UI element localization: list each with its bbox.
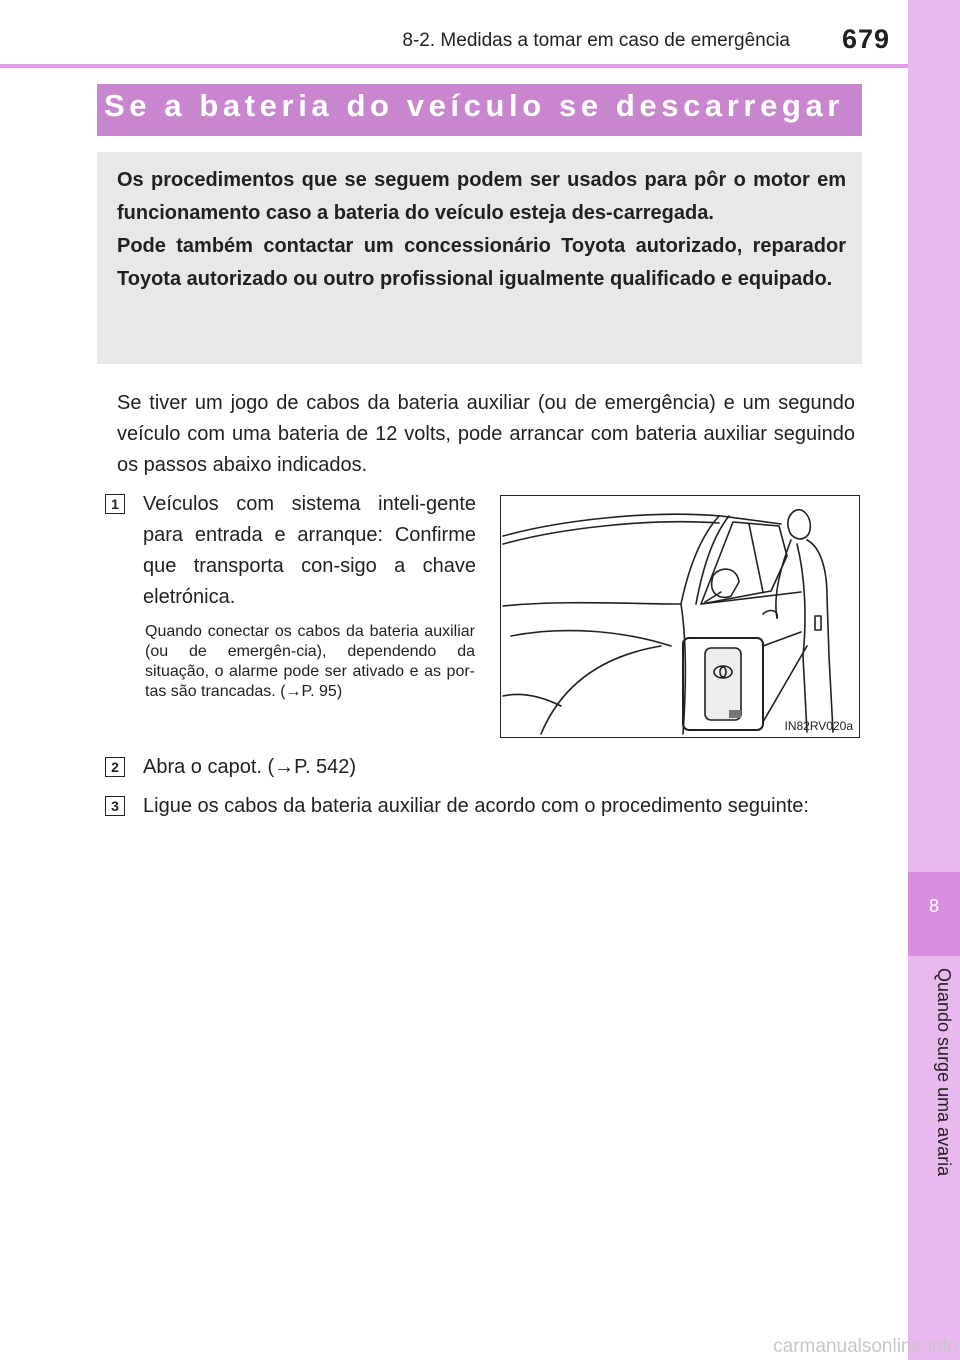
step-1-note: Quando conectar os cabos da bateria auxiliar (ou de emergên-cia), dependendo da situação, o alarme pode ser ativado e as por-tas são trancadas. (→P. 95) [145, 623, 475, 700]
figure-code: IN82RV020a [784, 719, 853, 733]
chapter-number: 8 [928, 896, 939, 916]
watermark: carmanualsonline.info [773, 1336, 958, 1357]
step-3-text: Ligue os cabos da bateria auxiliar de acordo com o procedimento seguinte: [143, 795, 809, 817]
intro-paragraph-1: Os procedimentos que se seguem podem ser usados para pôr o motor em funcionamento caso a bateria do veículo esteja des-carregada. [117, 169, 846, 224]
header-divider [0, 64, 908, 68]
intro-paragraph-2: Pode também contactar um concessionário Toyota autorizado, reparador Toyota autorizado ou outro profissional igualmente qualificado e equipado. [117, 235, 846, 290]
step-2-text: Abra o capot. (→P. 542) [143, 756, 357, 778]
car-door-illustration [501, 496, 859, 737]
step-number-2: 2 [105, 757, 125, 777]
page-title: Se a bateria do veículo se descarregar [104, 88, 844, 123]
chapter-title: Quando surge uma avaria [934, 968, 954, 1177]
page-number: 679 [841, 24, 890, 54]
body-paragraph: Se tiver um jogo de cabos da bateria auxiliar (ou de emergência) e um segundo veículo com uma bateria de 12 volts, pode arrancar com bateria auxiliar seguindo os passos abaixo indicados. [117, 392, 855, 476]
step-1-text: Veículos com sistema inteli-gente para entrada e arranque: Confirme que transporta con-sigo a chave eletrónica. [143, 493, 476, 608]
section-heading: 8-2. Medidas a tomar em caso de emergência [402, 30, 790, 51]
step-number-1: 1 [105, 494, 125, 514]
intro-text [117, 164, 846, 296]
step-number-3: 3 [105, 796, 125, 816]
illustration-car-door-key [500, 495, 860, 738]
